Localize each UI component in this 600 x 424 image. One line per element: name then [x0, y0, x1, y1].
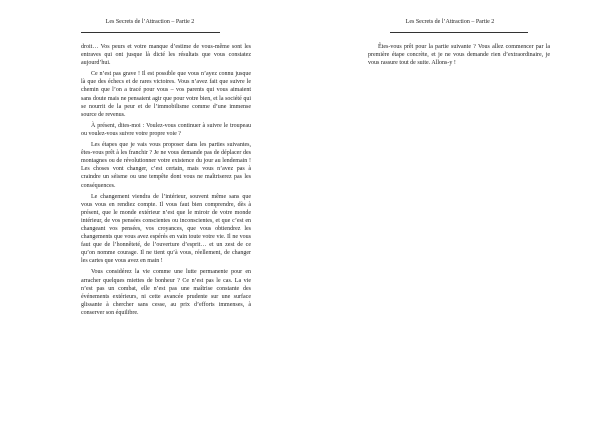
- paragraph: Ce n’est pas grave ! Il est possible que vous n’ayez connu jusque là que des échecs et de rares victoires. Vous n’avez fait que suivre le chemin que l’on a tracé pour vous – vos parents qui vous aimaient sans doute mais ne pensaient agir que pour votre bien, et la société qui se nourrit de la peur et de l’immobilisme comme d’une immense source de revenus.: [81, 71, 251, 118]
- paragraph: Le changement viendra de l’intérieur, souvent même sans que vous vous en rendiez compte. Il vous faut bien comprendre, dès à présent, que le monde extérieur n’est que le miroir de votre monde intérieur, de vos pensées conscientes ou inconscientes, et que c’est en changeant vos pensées, vos croyances, que vous obtiendrez les changements que vous avez espérés en vain toute votre vie. Il ne vous faut que de l’honnêteté, de l’ouverture d’esprit… et un zest de ce qu’on nomme courage. Il ne tient qu’à vous, réellement, de changer les cartes que vous avez en main !: [81, 193, 251, 265]
- header-rule: [390, 32, 528, 33]
- header-rule: [81, 32, 220, 33]
- page-header: Les Secrets de l’Attraction – Partie 2: [405, 19, 495, 25]
- page-header: Les Secrets de l’Attraction – Partie 2: [105, 19, 195, 25]
- right-page: [300, 0, 600, 424]
- paragraph: Vous considérez la vie comme une lutte permanente pour en arracher quelques miettes de bonheur ? Ce n’est pas le cas. La vie n’est pas un combat, elle n’est pas une maîtrise constante des événements extérieurs, ni cette avancée prudente sur une surface glissante à chercher sans cesse, au prix d’efforts immenses, à conserver son équilibre.: [81, 269, 251, 316]
- page-body: [81, 43, 251, 320]
- paragraph: Êtes-vous prêt pour la partie suivante ? Vous allez commencer par la première étape concrète, et je ne vous demande rien d’extraordinaire, je vous rassure tout de suite. Allons-y !: [368, 44, 550, 67]
- paragraph: Les étapes que je vais vous proposer dans les parties suivantes, êtes-vous prêt à les franchir ? Je ne vous demande pas de déplacer des montagnes ou de révolutionner votre existence du jour au lendemain ! Les choses vont changer, c’est certain, mais vous n’avez pas à craindre un séisme ou une tempête dont vous ne maîtriserez pas les conséquences.: [81, 142, 251, 189]
- paragraph: droit… Vos peurs et votre manque d’estime de vous-même sont les entraves qui ont jusque là dicté les résultats que vous constatez aujourd’hui.: [81, 44, 251, 67]
- paragraph: À présent, dites-moi : Voulez-vous continuer à suivre le troupeau ou voulez-vous suivre votre propre voie ?: [81, 122, 251, 137]
- page-body: [368, 43, 550, 70]
